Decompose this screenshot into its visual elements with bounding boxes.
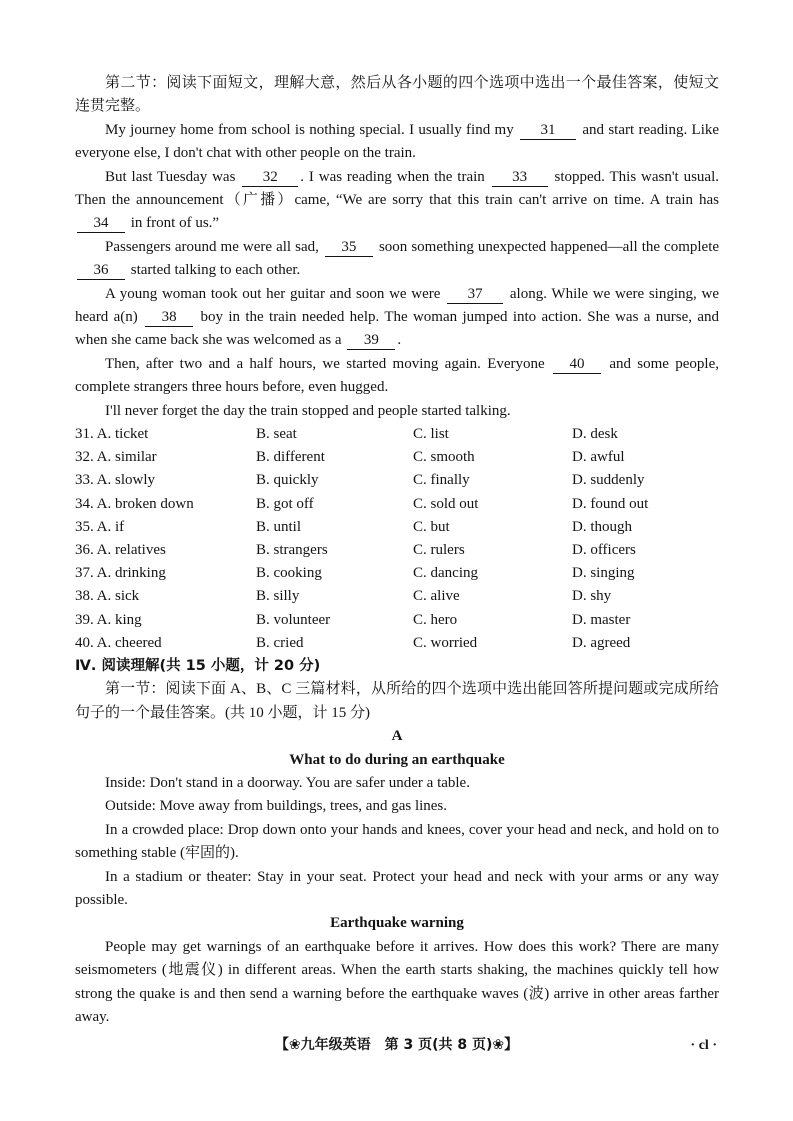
option-37-d: D. singing — [572, 565, 635, 582]
option-38-c: C. alive — [413, 588, 460, 605]
blank-32: 32 — [242, 169, 298, 187]
passage-paragraph-5: Then, after two and a half hours, we started moving again. Everyone 40 and some people, complete strangers three hours before, even hugged. — [75, 355, 720, 396]
option-40-b: B. cried — [256, 634, 304, 651]
option-38-a: 38. A. sick — [75, 588, 140, 605]
option-31-b: B. seat — [256, 426, 297, 443]
blank-35: 35 — [325, 239, 373, 257]
option-38-d: D. shy — [572, 588, 612, 605]
page-content — [75, 72, 719, 1029]
tip-stadium-theater: In a stadium or theater: Stay in your seat. Protect your head and neck with your arms or any way possible. — [75, 868, 719, 909]
option-36-a: 36. A. relatives — [75, 542, 166, 559]
blank-34: 34 — [77, 215, 125, 233]
passage-paragraph-6: I'll never forget the day the train stopped and people started talking. — [105, 402, 511, 419]
option-32-d: D. awful — [572, 449, 625, 466]
option-39-d: D. master — [572, 611, 631, 628]
option-40-a: 40. A. cheered — [75, 634, 162, 651]
earthquake-warning-title: Earthquake warning — [330, 915, 464, 932]
blank-37: 37 — [447, 286, 503, 304]
option-row-40 — [75, 632, 719, 655]
option-32-a: 32. A. similar — [75, 449, 157, 466]
option-36-c: C. rulers — [413, 542, 465, 559]
option-40-c: C. worried — [413, 634, 478, 651]
option-39-a: 39. A. king — [75, 611, 142, 628]
option-31-c: C. list — [413, 426, 449, 443]
passage-paragraph-4: A young woman took out her guitar and soon we were 37 along. While we were singing, we heard a(n) 38 boy in the train needed help. The woman jumped into action. She was a nurse, and when she came back she was welcomed as a 39 . — [75, 285, 719, 349]
option-37-a: 37. A. drinking — [75, 565, 166, 582]
option-35-d: D. though — [572, 518, 632, 535]
blank-39: 39 — [347, 332, 395, 350]
passage-paragraph-1: My journey home from school is nothing special. I usually find my 31 and start reading. Like everyone else, I don't chat with other people on the train. — [75, 121, 720, 162]
option-row-33 — [75, 469, 719, 492]
option-32-b: B. different — [256, 449, 325, 466]
option-35-b: B. until — [256, 518, 302, 535]
tip-crowded-place: In a crowded place: Drop down onto your hands and knees, cover your head and neck, and hold on to something stable (牢固的). — [75, 821, 719, 862]
option-39-b: B. volunteer — [256, 611, 331, 628]
option-35-c: C. but — [413, 518, 450, 535]
option-row-35 — [75, 516, 719, 539]
blank-31: 31 — [520, 122, 576, 140]
option-34-c: C. sold out — [413, 495, 479, 512]
option-37-c: C. dancing — [413, 565, 478, 582]
passage-paragraph-2: But last Tuesday was 32 . I was reading when the train 33 stopped. This wasn't usual. Then the announcement（广播）came, “We are sorry that this train can't arrive on time. A train has 34 in front of us.” — [75, 168, 719, 232]
option-36-b: B. strangers — [256, 542, 328, 559]
blank-36: 36 — [77, 262, 125, 280]
option-row-31 — [75, 423, 719, 446]
part4-heading: Ⅳ. 阅读理解(共 15 小题，计 20 分) — [75, 657, 321, 674]
section2-intro: 第二节：阅读下面短文，理解大意，然后从各小题的四个选项中选出一个最佳答案，使短文连贯完整。 — [75, 75, 719, 115]
earthquake-warning-text: People may get warnings of an earthquake before it arrives. How does this work? There are many seismometers (地震仪) in different areas. When the earth starts shaking, the machines quickly tell how strong the quake is and then send a warning before the earthquake waves (波) arrive in other areas farther away. — [75, 938, 719, 1026]
options-table — [75, 423, 719, 655]
footer-page-info: 【❀九年级英语 第 3 页(共 8 页)❀】 — [274, 1037, 519, 1053]
option-31-d: D. desk — [572, 426, 618, 443]
option-33-d: D. suddenly — [572, 472, 645, 489]
passage-a-title: What to do during an earthquake — [289, 751, 505, 768]
option-33-a: 33. A. slowly — [75, 472, 156, 489]
option-32-c: C. smooth — [413, 449, 475, 466]
footer-code: · cl · — [690, 1038, 717, 1053]
option-36-d: D. officers — [572, 542, 636, 559]
option-row-37 — [75, 562, 719, 585]
option-34-d: D. found out — [572, 495, 649, 512]
option-34-a: 34. A. broken down — [75, 495, 194, 512]
option-37-b: B. cooking — [256, 565, 322, 582]
option-33-c: C. finally — [413, 472, 470, 489]
tip-outside: Outside: Move away from buildings, trees, and gas lines. — [105, 798, 448, 815]
blank-38: 38 — [145, 309, 193, 327]
option-row-36 — [75, 539, 719, 562]
option-35-a: 35. A. if — [75, 518, 125, 535]
blank-33: 33 — [492, 169, 548, 187]
option-row-38 — [75, 585, 719, 608]
option-33-b: B. quickly — [256, 472, 319, 489]
passage-a-label: A — [391, 728, 403, 745]
option-row-39 — [75, 609, 719, 632]
part4-section1-intro: 第一节：阅读下面 A、B、C 三篇材料，从所给的四个选项中选出能回答所提问题或完成所给句子的一个最佳答案。(共 10 小题，计 15 分) — [75, 681, 719, 721]
page-footer — [0, 1034, 793, 1058]
option-38-b: B. silly — [256, 588, 300, 605]
option-40-d: D. agreed — [572, 634, 631, 651]
option-39-c: C. hero — [413, 611, 458, 628]
option-row-34 — [75, 493, 719, 516]
tip-inside: Inside: Don't stand in a doorway. You are safer under a table. — [105, 775, 470, 791]
option-31-a: 31. A. ticket — [75, 426, 149, 443]
passage-paragraph-3: Passengers around me were all sad, 35 soon something unexpected happened—all the complete 36 started talking to each other. — [75, 236, 719, 283]
option-34-b: B. got off — [256, 495, 314, 512]
option-row-32 — [75, 446, 719, 469]
blank-40: 40 — [553, 356, 601, 374]
